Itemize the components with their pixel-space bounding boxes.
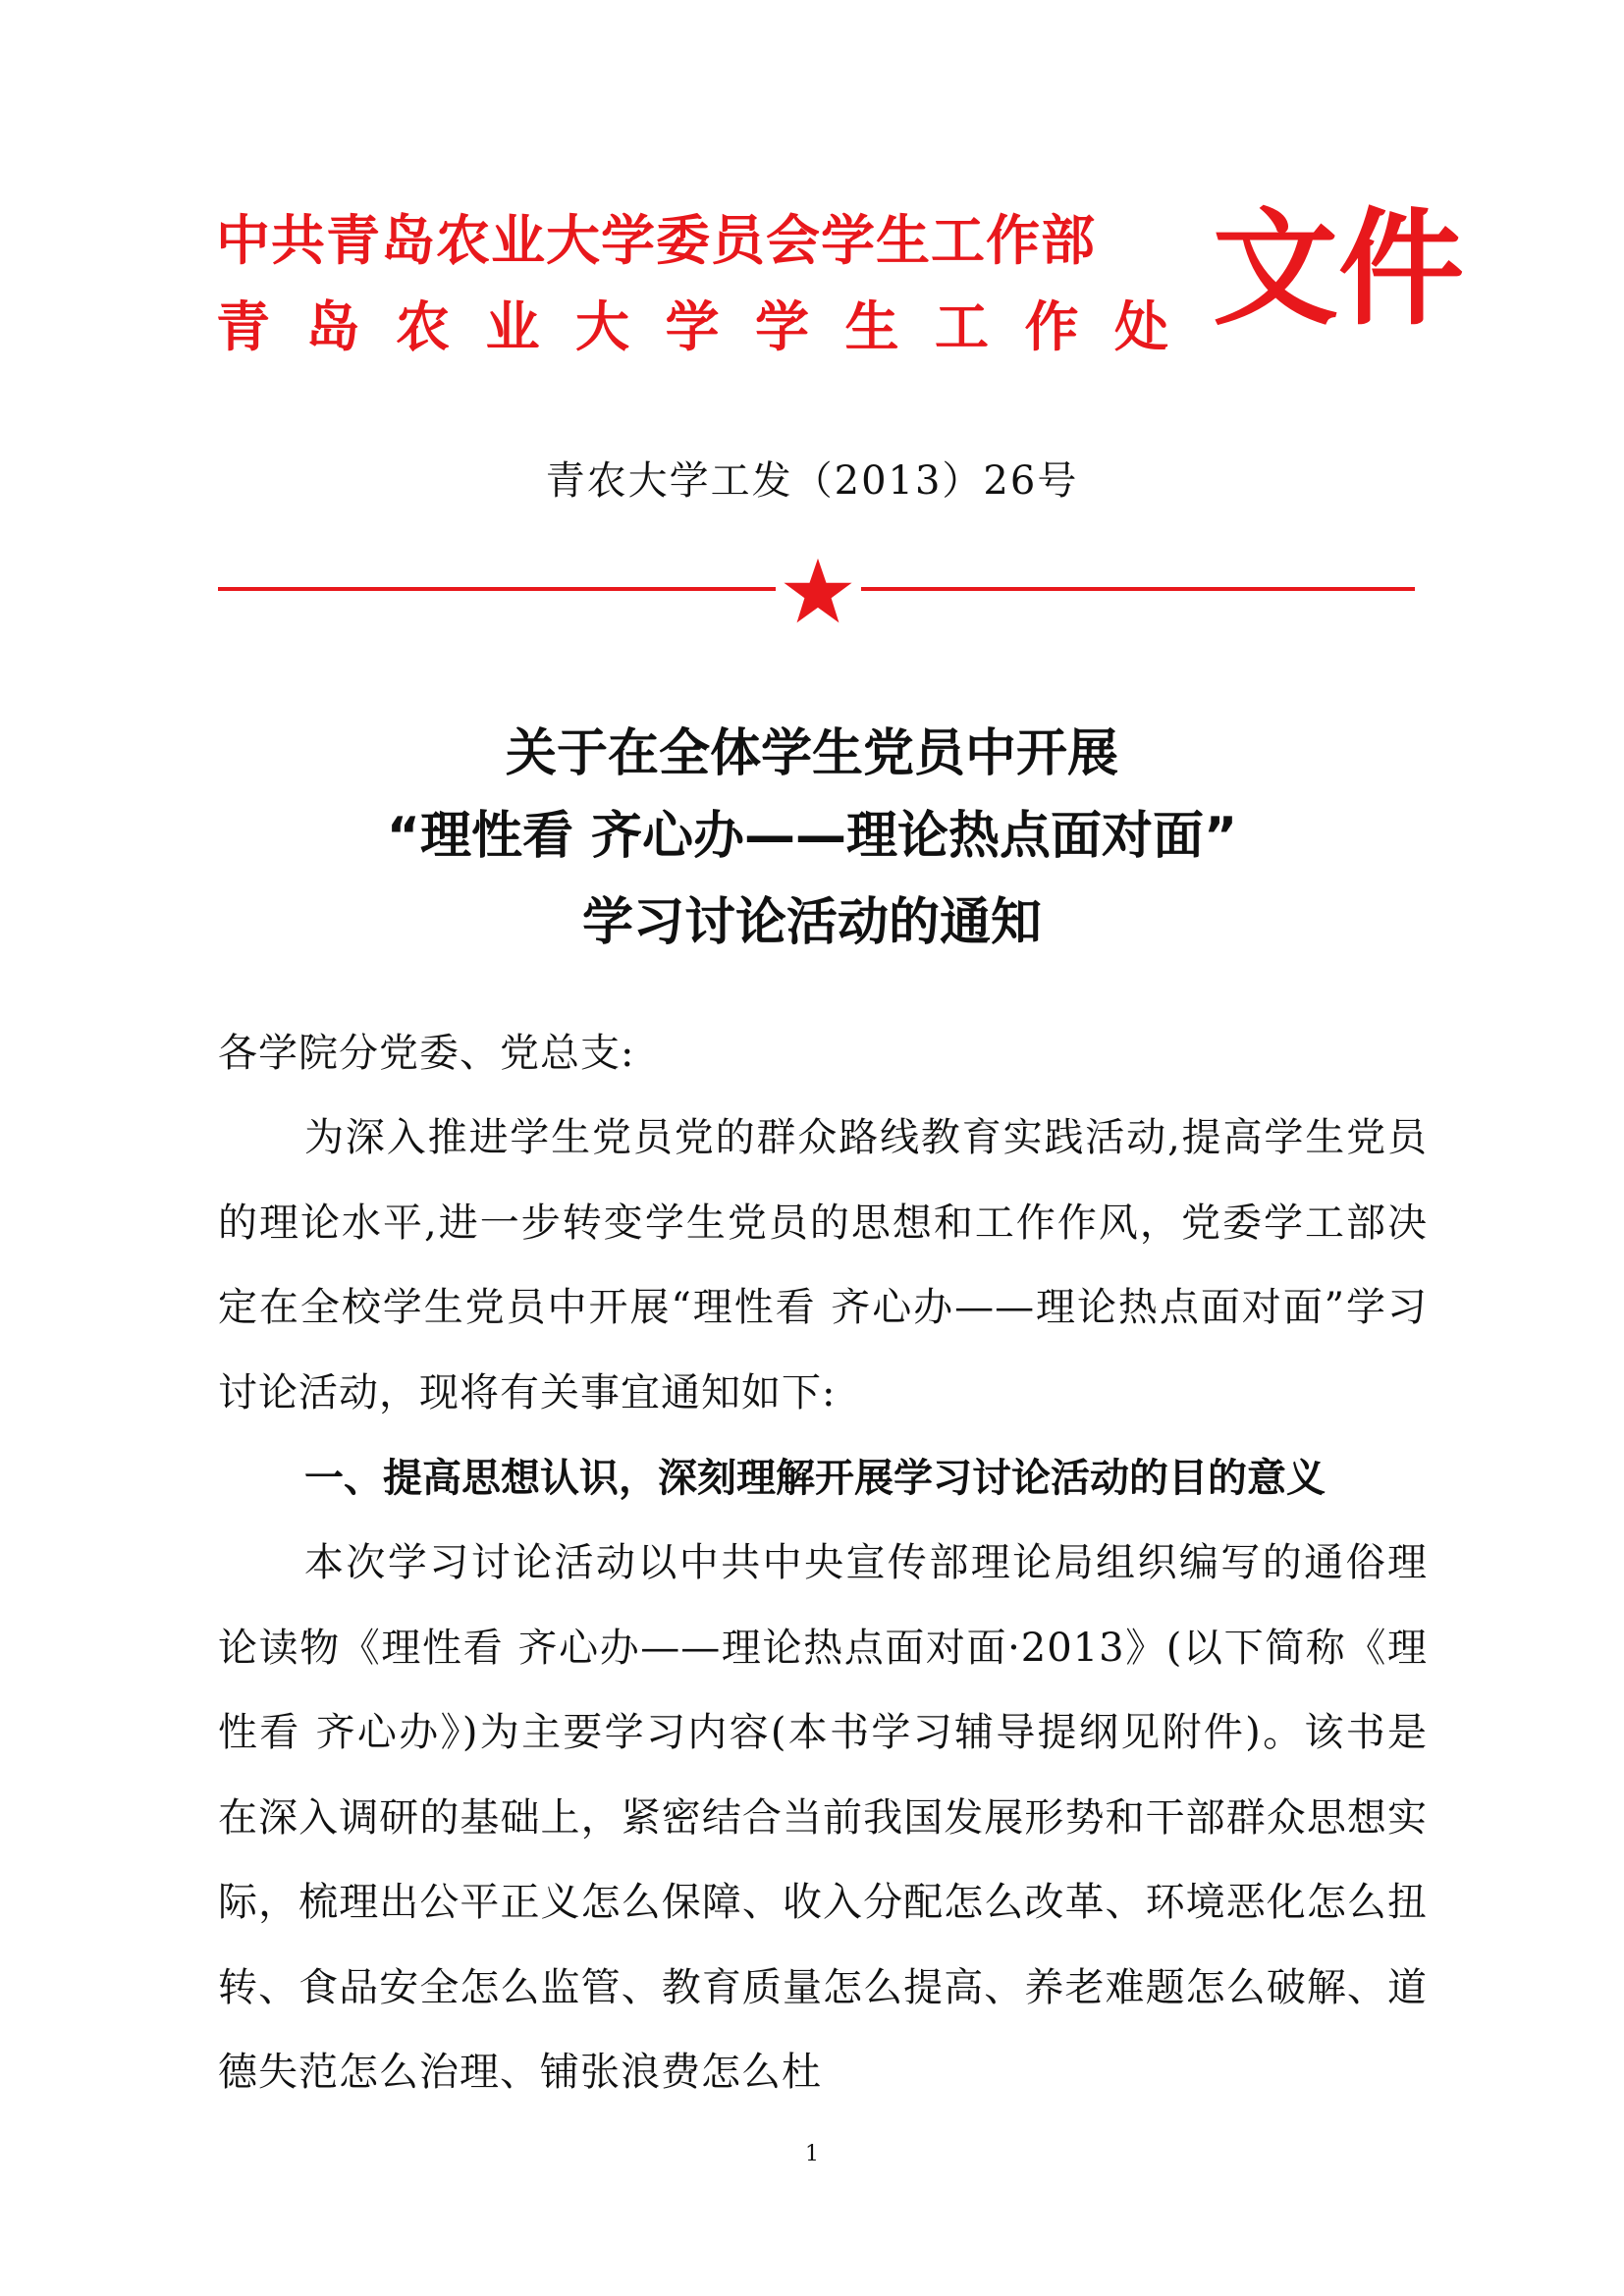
notice-title-line-3: 学习讨论活动的通知 bbox=[581, 893, 1042, 952]
issuing-organization-line-2: 青岛农业大学学生工作处 bbox=[216, 295, 1205, 358]
notice-title-line-2: “理性看 齐心办——理论热点面对面” bbox=[386, 807, 1238, 866]
salutation: 各学院分党委、党总支: bbox=[218, 1031, 635, 1076]
document-label: 文件 bbox=[1213, 196, 1465, 343]
issuing-organization-line-1: 中共青岛农业大学委员会学生工作部 bbox=[216, 209, 1097, 272]
body-paragraph: 本次学习讨论活动以中共中央宣传部理论局组织编写的通俗理论读物《理性看 齐心办——理论热点面对面·2013》(以下简称《理性看 齐心办》)为主要学习内容(本书学习辅导提纲见附件)。该书是在深入调研的基础上，紧密结合当前我国发展形势和干部群众思想实际，梳理出公平正义怎么保障、收入分配怎么改革、环境恶化怎么扭转、食品安全怎么监管、教育质量怎么提高、养老难题怎么破解、道德失范怎么治理、铺张浪费怎么杜 bbox=[218, 1540, 1428, 2095]
section-heading: 一、提高思想认识，深刻理解开展学习讨论活动的目的意义 bbox=[304, 1456, 1326, 1501]
red-divider-right bbox=[861, 587, 1415, 591]
red-divider-left bbox=[218, 587, 776, 591]
red-star-icon bbox=[783, 557, 853, 625]
body-paragraph: 为深入推进学生党员党的群众路线教育实践活动,提高学生党员的理论水平,进一步转变学生党员的思想和工作作风，党委学工部决定在全校学生党员中开展“理性看 齐心办——理论热点面对面”学习讨论活动，现将有关事宜通知如下: bbox=[218, 1115, 1428, 1415]
notice-title-line-1: 关于在全体学生党员中开展 bbox=[505, 724, 1118, 783]
document-number: 青农大学工发（2013）26号 bbox=[545, 458, 1079, 504]
page-number: 1 bbox=[805, 2142, 819, 2166]
